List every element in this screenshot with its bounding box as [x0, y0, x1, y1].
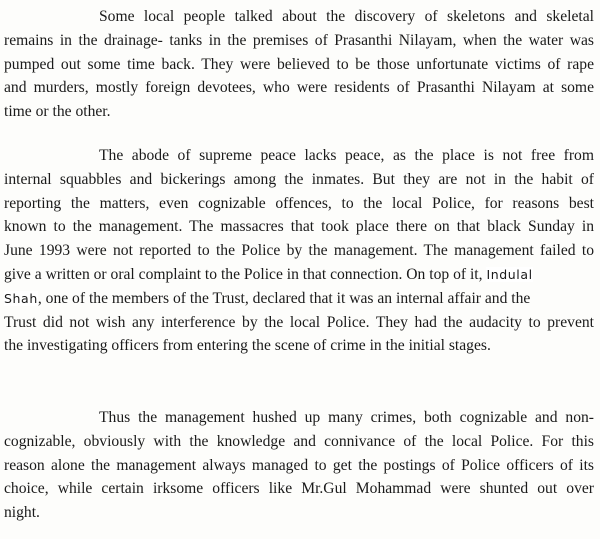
text-line: and murders, mostly foreign devotees, who were residents of Prasanthi Nilayam at some: [4, 79, 594, 97]
text-line: [4, 263, 594, 287]
text-line: time or the other.: [4, 103, 111, 121]
text-line: June 1993 were not reported to the Police by the management. The management failed to: [4, 242, 594, 260]
text-line: [4, 287, 594, 311]
text-line: Thus the management hushed up many crimes, both cognizable and non-: [99, 409, 594, 426]
text-line: internal squabbles and bickerings among the inmates. But they are not in the habit of: [4, 170, 594, 188]
text-line: remains in the drainage- tanks in the premises of Prasanthi Nilayam, when the water was: [4, 31, 594, 49]
text-line: known to the management. The massacres that took place there on that black Sunday in: [4, 218, 594, 236]
text-segment: , one of the members of the Trust, declared that it was an internal affair and the: [37, 289, 531, 307]
text-line: night.: [4, 504, 40, 522]
text-line: The abode of supreme peace lacks peace, as the place is not free from: [99, 147, 594, 164]
text-segment: give a written or oral complaint to the Police in that connection. On top of it,: [4, 265, 483, 283]
text-line: Trust did not wish any interference by the local Police. They had the audacity to prevent: [4, 313, 594, 331]
text-line: the investigating officers from entering the scene of crime in the initial stages.: [4, 337, 491, 355]
paragraph-abode-of-peace: [4, 144, 594, 358]
name-patch-second: Shah: [4, 290, 38, 306]
text-line: choice, while certain irksome officers like Mr.Gul Mohammad were shunted out over: [4, 480, 594, 498]
paragraph-hushed-up: [4, 406, 594, 525]
text-line: reporting the matters, even cognizable offences, to the local Police, for reasons best: [4, 194, 594, 212]
text-line: cognizable, obviously with the knowledge and connivance of the local Police. For this: [4, 432, 594, 450]
paragraph-skeletons: [4, 1, 594, 124]
text-line: reason alone the management always managed to get the postings of Police officers of its: [4, 456, 594, 474]
name-patch-first: Indulal: [486, 266, 533, 282]
text-line: Some local people talked about the discovery of skeletons and skeletal: [99, 8, 594, 25]
text-line: pumped out some time back. They were believed to be those unfortunate victims of rape: [4, 55, 594, 73]
